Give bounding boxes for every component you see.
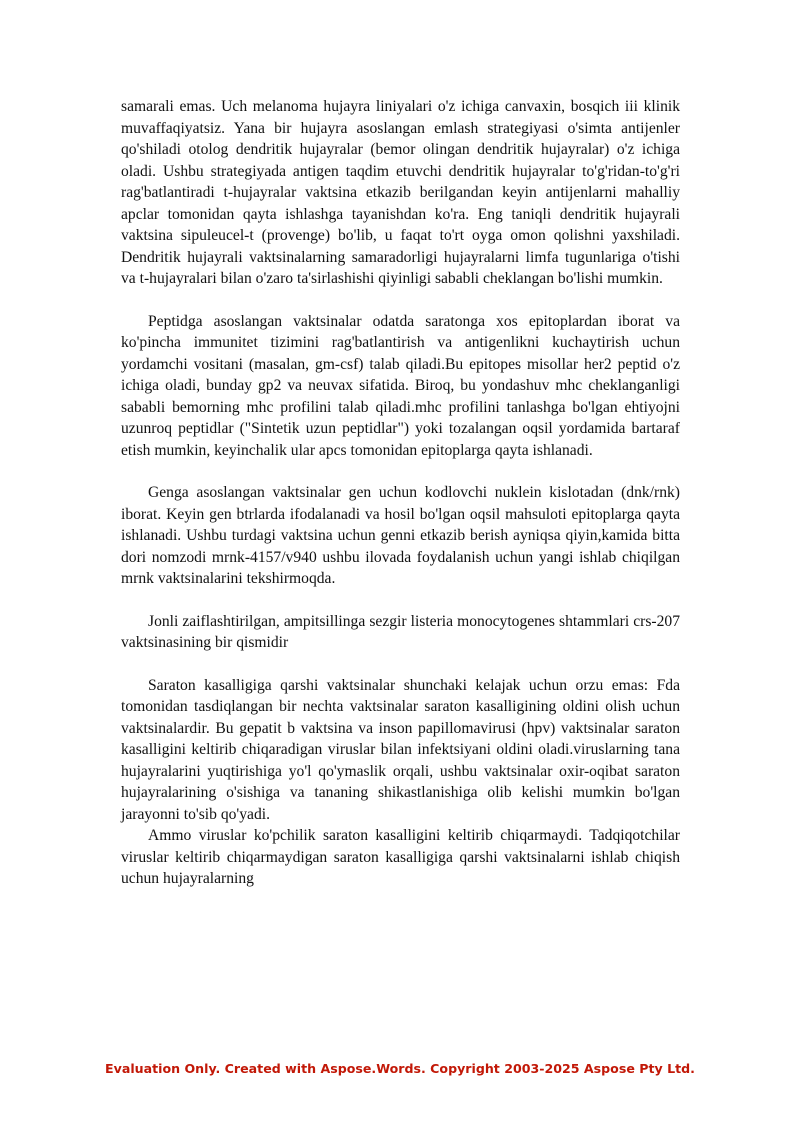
paragraph-listeria-vaccines: Jonli zaiflashtirilgan, ampitsillinga sezgir listeria monocytogenes shtammlari crs-207 vaktsinasining bir qismidir: [121, 612, 680, 651]
paragraph-approved-vaccines: Saraton kasalligiga qarshi vaktsinalar shunchaki kelajak uchun orzu emas: Fda tomonidan tasdiqlangan bir nechta vaktsinalar saraton kasalligining oldini olish uchun vaktsinalardir. Bu gepatit b vaktsina va inson papillomavirusi (hpv) vaktsinalar saraton kasalligini keltirib chiqaradigan viruslar bilan infektsiyani oldini oladi.viruslarning tana hujayralarini yuqtirishiga yo'l qo'ymaslik orqali, ushbu vaktsinalar oxir-oqibat saraton hujayralarining o'sishiga va tananing shikastlanishiga olib kelishi mumkin bo'lgan jarayonni to'sib qo'yadi.: [121, 676, 680, 823]
paragraph-non-viral-cancers: Ammo viruslar ko'pchilik saraton kasalligini keltirib chiqarmaydi. Tadqiqotchilar viruslar keltirib chiqarmaydigan saraton kasalligiga qarshi vaktsinalarni ishlab chiqish uchun hujayralarning: [121, 827, 680, 887]
paragraph-gene-vaccines: Genga asoslangan vaktsinalar gen uchun kodlovchi nuklein kislotadan (dnk/rnk) iborat. Keyin gen btrlarda ifodalanadi va hosil bo'lgan oqsil mahsuloti epitoplarga qayta ishlanadi. Ushbu turdagi vaktsina uchun genni etkazib berish ayniqsa qiyin,kamida bitta dori nomzodi mrnk-4157/v940 ushbu ilovada foydalanish uchun yangi ishlab chiqilgan mrnk vaktsinalarini tekshirmoqda.: [121, 484, 680, 587]
paragraph-dendritic-vaccines: samarali emas. Uch melanoma hujayra liniyalari o'z ichiga canvaxin, bosqich iii klinik muvaffaqiyatsiz. Yana bir hujayra asoslangan emlash strategiyasi o'simta antijenler qo'shiladi otolog dendritik hujayralar (bemor olingan dendritik hujayralar) o'z ichiga oladi. Ushbu strategiyada antigen taqdim etuvchi dendritik hujayralar to'g'ridan-to'g'ri rag'batlantiradi t-hujayralar vaktsina etkazib berilgandan keyin antijenlarni mahalliy apclar tomonidan qayta ishlashga tayanishdan ko'ra. Eng taniqli dendritik hujayrali vaktsina sipuleucel-t (provenge) bo'lib, u faqat to'rt oyga omon qolishni yaxshiladi. Dendritik hujayrali vaktsinalarning samaradorligi hujayralarni limfa tugunlariga o'tishi va t-hujayralari bilan o'zaro ta'sirlashishi qiyinligi sababli cheklangan bo'lishi mumkin.: [121, 98, 680, 287]
document-body: [121, 96, 680, 890]
evaluation-watermark: Evaluation Only. Created with Aspose.Words. Copyright 2003-2025 Aspose Pty Ltd.: [105, 1061, 695, 1076]
paragraph-peptide-vaccines: Peptidga asoslangan vaktsinalar odatda saratonga xos epitoplardan iborat va ko'pincha immunitet tizimini rag'batlantirish va antigenlikni kuchaytirish uchun yordamchi vositani (masalan, gm-csf) talab qiladi.Bu epitopes misollar her2 peptid o'z ichiga oladi, bunday gp2 va neuvax sifatida. Biroq, bu yondashuv mhc cheklanganligi sababli bemorning mhc profilini talab qiladi.mhc profilini tanlashga bo'lgan ehtiyojni uzunroq peptidlar ("Sintetik uzun peptidlar") yoki tozalangan oqsil yordamida bartaraf etish mumkin, keyinchalik ular apcs tomonidan epitoplarga qayta ishlanadi.: [121, 312, 680, 459]
